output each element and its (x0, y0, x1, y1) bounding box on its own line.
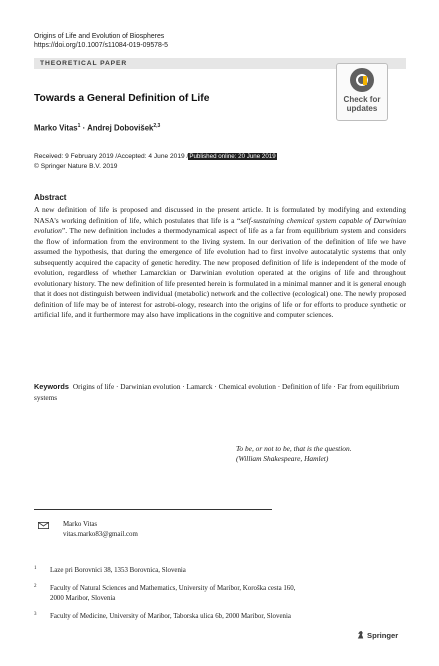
journal-header (34, 32, 168, 50)
affiliation-text: Faculty of Natural Sciences and Mathematics, University of Maribor, Koroška cesta 160, (50, 585, 296, 592)
crossmark-flag (363, 76, 367, 85)
affiliation-text: Faculty of Medicine, University of Maribor, Taborska ulica 6b, 2000 Maribor, Slovenia (50, 613, 291, 620)
affiliation-number: 1 (34, 566, 37, 571)
keywords (34, 382, 406, 403)
updates-label: updates (346, 104, 378, 113)
author-line (34, 123, 160, 133)
keywords-label: Keywords (34, 382, 69, 391)
crossmark-icon (350, 68, 374, 92)
check-for-label: Check for (343, 95, 381, 104)
affiliation-number: 2 (34, 584, 37, 589)
copyright-notice: © Springer Nature B.V. 2019 (34, 163, 118, 170)
publisher-logo (356, 630, 398, 640)
article-type-label: THEORETICAL PAPER (40, 59, 128, 67)
author-name[interactable]: Andrej Dobovišek (87, 123, 154, 133)
affiliation-number: 3 (34, 612, 37, 617)
journal-doi-link[interactable]: https://doi.org/10.1007/s11084-019-09578-5 (34, 42, 168, 49)
chess-knight-icon (356, 630, 365, 639)
received-accepted-text: Received: 9 February 2019 /Accepted: 4 June 2019 / (34, 153, 189, 160)
author-affiliation-ref: 2,3 (153, 123, 161, 129)
footnote-divider (34, 509, 272, 510)
epigraph-quote: To be, or not to be, that is the question. (236, 444, 352, 453)
journal-name: Origins of Life and Evolution of Biospheres (34, 33, 165, 40)
article-title: Towards a General Definition of Life (34, 93, 210, 104)
author-affiliation-ref: 1 (77, 123, 81, 129)
abstract-heading: Abstract (34, 193, 67, 202)
received-dates (34, 153, 277, 160)
published-online-overlay: Published online: 20 June 2019 (189, 153, 276, 160)
contact-name: Marko Vitas (63, 521, 98, 528)
envelope-icon (38, 522, 49, 529)
abstract-text: A new definition of life is proposed and discussed in the present article. It is formulated by modifying and extending NASA's working definition of life, which postulates that life is a “ (34, 205, 406, 225)
epigraph (236, 444, 352, 465)
affiliation-text: Laze pri Borovnici 38, 1353 Borovnica, Slovenia (50, 567, 186, 574)
epigraph-attribution: (William Shakespeare, Hamlet) (236, 454, 329, 464)
affiliation-text-continued: 2000 Maribor, Slovenia (50, 595, 116, 602)
publisher-name: Springer (367, 631, 399, 640)
abstract-text: ”. The new definition includes a thermodynamical aspect of life as a far from equilibrium system and considers the flow of information from the environment to the living system. In our derivation of the definition of life we have assumed the hypothesis, that during the emergence of life evolution had to first involve autocatalytic systems that only subsequently acquired the capacity of genetic heredity. The new proposed definition of life is independent of the mode of evolution, regardless of whether Lamarckian or Darwinian evolution operated at the origins of life and throughout evolutionary history. The new definition of life presented herein is formulated in a minimal manner and it is general enough that it does not distinguish between individual (metabolic) network and the collective (ecological) one. The newly proposed definition of life may be of interest for astrobi-ology, research into the origins of life or for efforts to produce synthetic or artificial life, and it furthermore may also have implications in the cognitive and computer sciences. (34, 226, 406, 320)
author-separator: · (82, 123, 86, 133)
author-name[interactable]: Marko Vitas (34, 123, 78, 133)
check-for-updates-badge[interactable] (336, 63, 388, 121)
contact-email-link[interactable]: vitas.marko83@gmail.com (63, 531, 138, 538)
abstract-emphasis: self-sustaining chemical system capable of Darwinian evolution (34, 215, 406, 236)
abstract-body (34, 205, 406, 321)
keywords-list: Origins of life · Darwinian evolution · Lamarck · Chemical evolution · Definition of life · Far from equilibrium systems (34, 382, 400, 402)
